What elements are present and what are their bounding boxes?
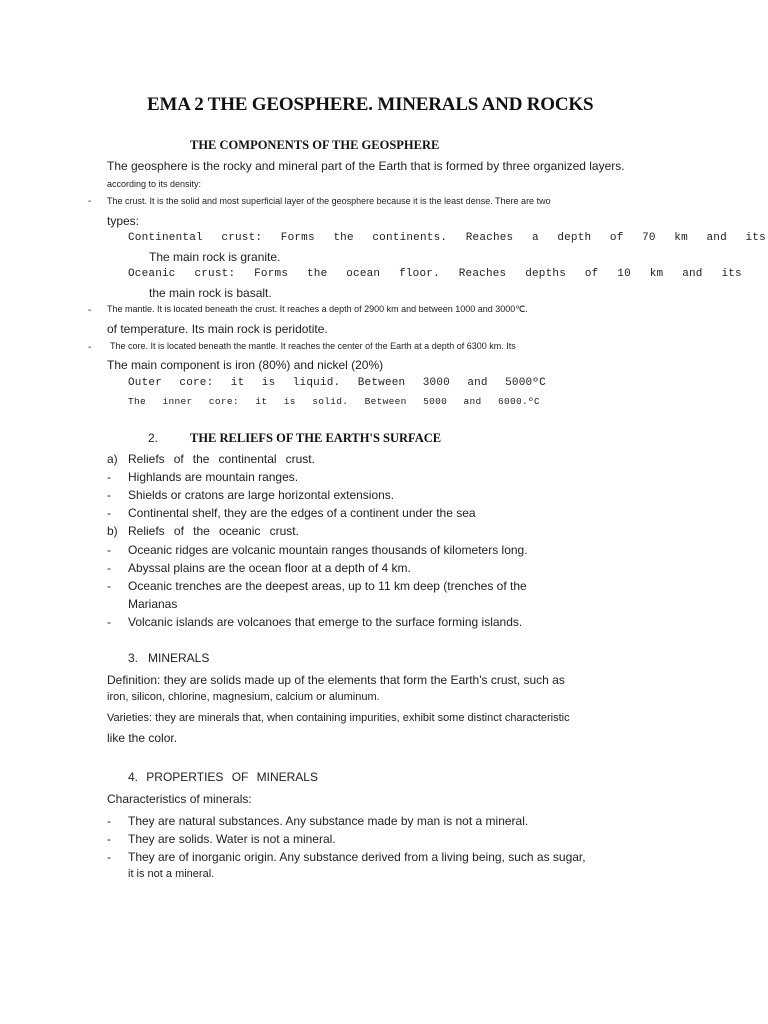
word: crust. <box>285 452 315 466</box>
word: a <box>531 232 539 244</box>
list-label: b) <box>107 524 118 538</box>
bullet-marker: - <box>107 579 111 593</box>
word: km <box>674 232 688 244</box>
word: 3000 <box>422 377 450 389</box>
paragraph: like the color. <box>107 731 178 745</box>
word: is <box>261 377 276 389</box>
word: inner <box>162 396 193 407</box>
word: the <box>193 524 210 538</box>
word: Forms <box>254 268 289 280</box>
word: and <box>682 268 703 280</box>
paragraph: The main component is iron (80%) and nickel (20%) <box>107 358 384 372</box>
section-number: 2. <box>148 431 159 445</box>
word: it <box>230 377 245 389</box>
word: of <box>584 268 599 280</box>
word: Outer <box>128 377 163 389</box>
word: depth <box>557 232 592 244</box>
page-title: EMA 2 THE GEOSPHERE. MINERALS AND ROCKS <box>147 94 594 115</box>
bullet-marker: - <box>107 832 111 846</box>
word: crust: <box>221 232 263 244</box>
bullet-marker: - <box>88 196 92 207</box>
word: The <box>128 396 147 407</box>
word: Reaches <box>465 232 514 244</box>
list-item: The mantle. It is located beneath the crust. It reaches a depth of 2900 km and between 1000 and 3000℃. <box>107 304 528 314</box>
section-heading: THE COMPONENTS OF THE GEOSPHERE <box>190 138 440 152</box>
word: 6000.ºC <box>497 396 540 407</box>
paragraph: of temperature. Its main rock is peridotite. <box>107 322 328 336</box>
word: OF <box>231 770 249 784</box>
word: PROPERTIES <box>146 770 224 784</box>
paragraph: Characteristics of minerals: <box>107 792 252 806</box>
bullet-marker: - <box>107 814 111 828</box>
bullet-marker: - <box>88 305 92 316</box>
word: crust: <box>194 268 236 280</box>
justified-line <box>128 452 315 466</box>
list-item: They are solids. Water is not a mineral. <box>128 832 336 846</box>
bullet-marker: - <box>107 615 111 629</box>
word: Oceanic <box>128 268 176 280</box>
bullet-marker: - <box>107 470 111 484</box>
word: continental <box>218 452 277 466</box>
paragraph: Varieties: they are minerals that, when containing impurities, exhibit some distinct characteristic <box>107 712 570 724</box>
word: core: <box>179 377 214 389</box>
word: the <box>192 452 210 466</box>
word: 5000 <box>423 396 448 407</box>
paragraph: iron, silicon, chlorine, magnesium, calcium or aluminum. <box>107 691 380 703</box>
word: solid. <box>312 396 349 407</box>
word: Reliefs <box>128 524 165 538</box>
paragraph: types: <box>107 214 140 228</box>
list-item: Continental shelf, they are the edges of a continent under the sea <box>128 506 476 520</box>
bullet-marker: - <box>88 342 92 353</box>
list-item: Highlands are mountain ranges. <box>128 470 299 484</box>
section-heading <box>128 770 318 784</box>
word: its <box>721 268 742 280</box>
justified-line <box>128 377 546 389</box>
word: the <box>306 268 328 280</box>
bullet-marker: - <box>107 543 111 557</box>
list-item-continuation: Marianas <box>128 597 178 611</box>
word: depths <box>525 268 566 280</box>
justified-line <box>128 232 766 244</box>
list-item: Shields or cratons are large horizontal extensions. <box>128 488 395 502</box>
word: Between <box>357 377 406 389</box>
word: Between <box>364 396 407 407</box>
list-item: Oceanic trenches are the deepest areas, up to 11 km deep (trenches of the <box>128 579 527 593</box>
word: 10 <box>617 268 631 280</box>
paragraph: according to its density: <box>107 179 202 189</box>
paragraph: the main rock is basalt. <box>149 286 272 300</box>
word: Continental <box>128 232 203 244</box>
word: 4. <box>128 770 139 784</box>
word: crust. <box>269 524 299 538</box>
word: 5000ºC <box>505 377 546 389</box>
word: oceanic <box>219 524 261 538</box>
word: its <box>745 232 766 244</box>
section-heading: THE RELIEFS OF THE EARTH'S SURFACE <box>190 431 442 445</box>
word: and <box>706 232 727 244</box>
word: and <box>463 396 482 407</box>
word: Reliefs <box>128 452 165 466</box>
paragraph: The geosphere is the rocky and mineral part of the Earth that is formed by three organized layers. <box>107 159 625 173</box>
justified-line <box>128 524 299 538</box>
word: the <box>333 232 354 244</box>
list-item: Abyssal plains are the ocean floor at a depth of 4 km. <box>128 561 411 575</box>
bullet-marker: - <box>107 850 111 864</box>
word: km <box>649 268 664 280</box>
word: MINERALS <box>256 770 318 784</box>
word: ocean <box>346 268 381 280</box>
justified-line <box>128 396 540 407</box>
word: it <box>255 396 268 407</box>
list-item: Oceanic ridges are volcanic mountain ranges thousands of kilometers long. <box>128 543 528 557</box>
list-item: They are natural substances. Any substance made by man is not a mineral. <box>128 814 529 828</box>
list-item: The crust. It is the solid and most superficial layer of the geosphere because it is the least dense. There are two <box>107 196 551 206</box>
list-item-continuation: it is not a mineral. <box>128 868 215 880</box>
word: and <box>467 377 488 389</box>
word: of <box>173 452 184 466</box>
bullet-marker: - <box>107 506 111 520</box>
bullet-marker: - <box>107 488 111 502</box>
paragraph: Definition: they are solids made up of the elements that form the Earth's crust, such as <box>107 673 565 687</box>
word: floor. <box>399 268 440 280</box>
word: Reaches <box>458 268 507 280</box>
word: continents. <box>372 232 448 244</box>
paragraph: The main rock is granite. <box>149 250 281 264</box>
word: Forms <box>280 232 315 244</box>
bullet-marker: - <box>107 561 111 575</box>
list-item: The core. It is located beneath the mantle. It reaches the center of the Earth at a depth of 6300 km. Its <box>110 341 516 351</box>
list-item: Volcanic islands are volcanoes that emerge to the surface forming islands. <box>128 615 523 629</box>
list-label: a) <box>107 452 118 466</box>
list-item: They are of inorganic origin. Any substance derived from a living being, such as sugar, <box>128 850 586 864</box>
word: 70 <box>642 232 656 244</box>
word: is <box>283 396 296 407</box>
word: core: <box>208 396 239 407</box>
section-heading: 3. MINERALS <box>128 651 210 665</box>
word: of <box>609 232 624 244</box>
justified-line <box>128 268 742 280</box>
word: liquid. <box>292 377 341 389</box>
word: of <box>173 524 184 538</box>
